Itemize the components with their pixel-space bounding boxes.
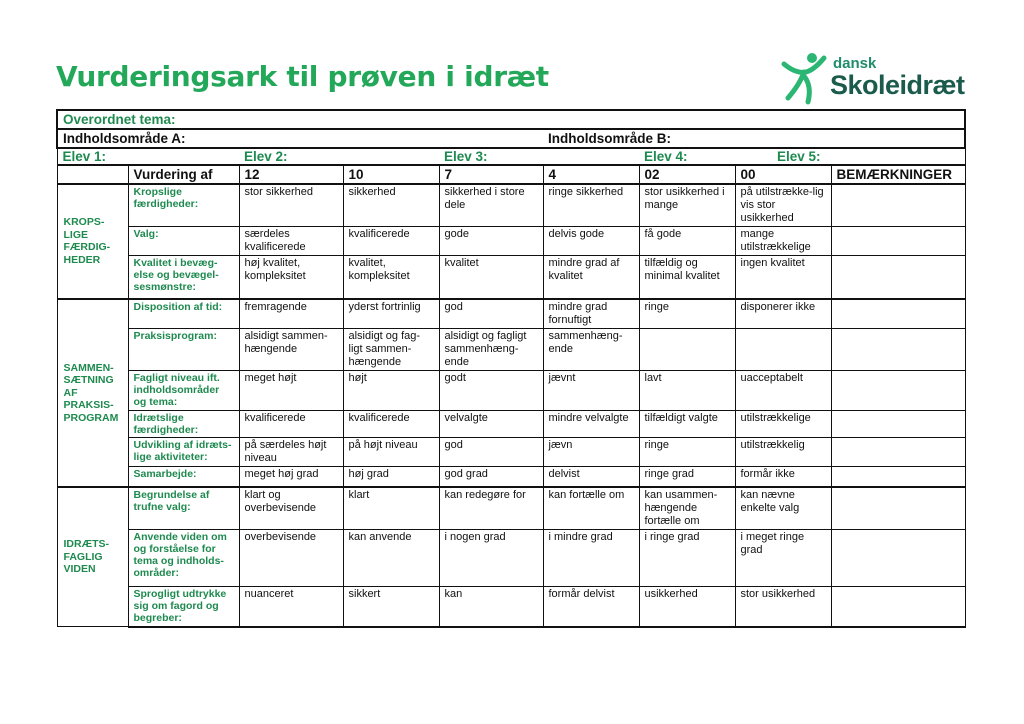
- criterion-label: Kvalitet i bevæg-else og bevægel-sesmønstre:: [128, 256, 239, 299]
- omraade-a-label[interactable]: Indholdsområde A:: [57, 129, 543, 148]
- grade-cell[interactable]: mindre velvalgte: [543, 410, 639, 437]
- table-row: [57, 466, 965, 487]
- omraade-b-label[interactable]: Indholdsområde B:: [543, 129, 965, 148]
- grade-cell[interactable]: kan usammen-hængende fortælle om: [639, 487, 735, 530]
- criterion-label: Samarbejde:: [128, 466, 239, 487]
- grade-header: 4: [543, 165, 639, 184]
- grade-cell[interactable]: alsidigt og fagligt sammenhæng-ende: [439, 328, 543, 370]
- elev-4-label[interactable]: Elev 4:: [639, 148, 735, 165]
- grade-cell[interactable]: kvalitet: [439, 256, 543, 299]
- elev-5-label[interactable]: Elev 5:: [735, 148, 965, 165]
- table-row: [57, 227, 965, 256]
- grade-cell[interactable]: på særdeles højt niveau: [239, 437, 343, 466]
- grade-header: 12: [239, 165, 343, 184]
- elev-3-label[interactable]: Elev 3:: [439, 148, 639, 165]
- remarks-cell[interactable]: [831, 370, 965, 410]
- grade-cell[interactable]: yderst fortrinlig: [343, 299, 439, 329]
- grade-cell[interactable]: ringe sikkerhed: [543, 184, 639, 227]
- grade-cell[interactable]: mange utilstrækkelige: [735, 227, 831, 256]
- criterion-label: Sprogligt udtrykke sig om fagord og begreber:: [128, 587, 239, 627]
- assessment-table: [56, 109, 966, 628]
- grade-header: 10: [343, 165, 439, 184]
- grade-cell[interactable]: velvalgte: [439, 410, 543, 437]
- grade-cell[interactable]: klart og overbevisende: [239, 487, 343, 530]
- elev-row: [57, 148, 965, 165]
- table-row: [57, 328, 965, 370]
- overordnet-row: [57, 110, 965, 129]
- grade-cell[interactable]: fremragende: [239, 299, 343, 329]
- grade-cell[interactable]: uacceptabelt: [735, 370, 831, 410]
- elev-2-label[interactable]: Elev 2:: [239, 148, 439, 165]
- remarks-cell[interactable]: [831, 587, 965, 627]
- grade-cell[interactable]: højt: [343, 370, 439, 410]
- grade-cell[interactable]: [639, 328, 735, 370]
- grade-cell[interactable]: kan anvende: [343, 530, 439, 587]
- grade-header: 02: [639, 165, 735, 184]
- grade-cell[interactable]: overbevisende: [239, 530, 343, 587]
- grade-cell[interactable]: kan fortælle om: [543, 487, 639, 530]
- grade-cell[interactable]: kan: [439, 587, 543, 627]
- table-row: [57, 184, 965, 227]
- remarks-cell[interactable]: [831, 410, 965, 437]
- elev-1-label[interactable]: Elev 1:: [57, 148, 239, 165]
- section-label: IDRÆTS- FAGLIG VIDEN: [57, 487, 128, 627]
- empty-header-cell: [57, 165, 128, 184]
- grade-cell[interactable]: jævnt: [543, 370, 639, 410]
- criterion-label: Udvikling af idræts-lige aktiviteter:: [128, 437, 239, 466]
- grade-cell[interactable]: alsidigt sammen-hængende: [239, 328, 343, 370]
- grade-cell[interactable]: ringe grad: [639, 466, 735, 487]
- grade-cell[interactable]: kvalificerede: [343, 410, 439, 437]
- criterion-label: Anvende viden om og forståelse for tema og indholds-områder:: [128, 530, 239, 587]
- grade-cell[interactable]: [735, 328, 831, 370]
- logo-small-text: dansk: [833, 55, 877, 72]
- grade-cell[interactable]: få gode: [639, 227, 735, 256]
- grade-cell[interactable]: god: [439, 299, 543, 329]
- grade-cell[interactable]: gode: [439, 227, 543, 256]
- grade-cell[interactable]: i meget ringe grad: [735, 530, 831, 587]
- grade-cell[interactable]: delvis gode: [543, 227, 639, 256]
- overordnet-label[interactable]: Overordnet tema:: [57, 110, 965, 129]
- remarks-cell[interactable]: [831, 256, 965, 299]
- grade-cell[interactable]: mindre grad af kvalitet: [543, 256, 639, 299]
- grade-cell[interactable]: sikkerhed: [343, 184, 439, 227]
- person-jump-icon: [778, 50, 830, 106]
- grade-cell[interactable]: kvalificerede: [239, 410, 343, 437]
- table-row: [57, 437, 965, 466]
- grade-cell[interactable]: på utilstrække-lig vis stor usikkerhed: [735, 184, 831, 227]
- remarks-cell[interactable]: [831, 227, 965, 256]
- grade-cell[interactable]: klart: [343, 487, 439, 530]
- table-row: [57, 256, 965, 299]
- grade-cell[interactable]: alsidigt og fag-ligt sammen-hængende: [343, 328, 439, 370]
- vurdering-header: Vurdering af: [128, 165, 239, 184]
- grade-cell[interactable]: stor usikkerhed: [735, 587, 831, 627]
- table-row: [57, 370, 965, 410]
- grade-cell[interactable]: delvist: [543, 466, 639, 487]
- remarks-cell[interactable]: [831, 437, 965, 466]
- grade-cell[interactable]: stor sikkerhed: [239, 184, 343, 227]
- grade-cell[interactable]: i nogen grad: [439, 530, 543, 587]
- grade-cell[interactable]: i ringe grad: [639, 530, 735, 587]
- table-row: [57, 410, 965, 437]
- column-header-row: [57, 165, 965, 184]
- grade-cell[interactable]: tilfældig og minimal kvalitet: [639, 256, 735, 299]
- grade-cell[interactable]: utilstrækkelig: [735, 437, 831, 466]
- grade-cell[interactable]: lavt: [639, 370, 735, 410]
- section-label: KROPS- LIGE FÆRDIG- HEDER: [57, 184, 128, 299]
- remarks-cell[interactable]: [831, 466, 965, 487]
- grade-cell[interactable]: særdeles kvalificerede: [239, 227, 343, 256]
- grade-cell[interactable]: formår delvist: [543, 587, 639, 627]
- grade-cell[interactable]: kan redegøre for: [439, 487, 543, 530]
- criterion-label: Idrætslige færdigheder:: [128, 410, 239, 437]
- section-label: SAMMEN- SÆTNING AF PRAKSIS- PROGRAM: [57, 299, 128, 488]
- grade-cell[interactable]: meget høj grad: [239, 466, 343, 487]
- grade-cell[interactable]: god grad: [439, 466, 543, 487]
- criterion-label: Fagligt niveau ift. indholdsområder og tema:: [128, 370, 239, 410]
- grade-cell[interactable]: ingen kvalitet: [735, 256, 831, 299]
- page-title: Vurderingsark til prøven i idræt: [56, 60, 549, 93]
- remarks-cell[interactable]: [831, 299, 965, 329]
- remarks-cell[interactable]: [831, 328, 965, 370]
- criterion-label: Valg:: [128, 227, 239, 256]
- grade-cell[interactable]: høj grad: [343, 466, 439, 487]
- grade-cell[interactable]: kvalitet, kompleksitet: [343, 256, 439, 299]
- grade-cell[interactable]: i mindre grad: [543, 530, 639, 587]
- grade-cell[interactable]: usikkerhed: [639, 587, 735, 627]
- grade-cell[interactable]: meget højt: [239, 370, 343, 410]
- grade-cell[interactable]: høj kvalitet, kompleksitet: [239, 256, 343, 299]
- grade-cell[interactable]: stor usikkerhed i mange: [639, 184, 735, 227]
- remarks-cell[interactable]: [831, 530, 965, 587]
- table-row: [57, 299, 965, 329]
- grade-cell[interactable]: sammenhæng-ende: [543, 328, 639, 370]
- grade-cell[interactable]: mindre grad fornuftigt: [543, 299, 639, 329]
- grade-cell[interactable]: disponerer ikke: [735, 299, 831, 329]
- grade-cell[interactable]: formår ikke: [735, 466, 831, 487]
- grade-cell[interactable]: på højt niveau: [343, 437, 439, 466]
- grade-header: 7: [439, 165, 543, 184]
- grade-cell[interactable]: jævn: [543, 437, 639, 466]
- criterion-label: Begrundelse af trufne valg:: [128, 487, 239, 530]
- remarks-header: BEMÆRKNINGER: [831, 165, 965, 184]
- grade-cell[interactable]: sikkerhed i store dele: [439, 184, 543, 227]
- grade-cell[interactable]: kvalificerede: [343, 227, 439, 256]
- grade-cell[interactable]: god: [439, 437, 543, 466]
- remarks-cell[interactable]: [831, 487, 965, 530]
- criterion-label: Disposition af tid:: [128, 299, 239, 329]
- table-row: [57, 530, 965, 587]
- grade-header: 00: [735, 165, 831, 184]
- grade-cell[interactable]: nuanceret: [239, 587, 343, 627]
- grade-cell[interactable]: tilfældigt valgte: [639, 410, 735, 437]
- criterion-label: Kropslige færdigheder:: [128, 184, 239, 227]
- remarks-cell[interactable]: [831, 184, 965, 227]
- grade-cell[interactable]: ringe: [639, 299, 735, 329]
- omraade-row: [57, 129, 965, 148]
- grade-cell[interactable]: utilstrækkelige: [735, 410, 831, 437]
- table-row: [57, 487, 965, 530]
- grade-cell[interactable]: ringe: [639, 437, 735, 466]
- grade-cell[interactable]: godt: [439, 370, 543, 410]
- logo-big-text: Skoleidræt: [830, 70, 965, 100]
- table-row: [57, 587, 965, 627]
- grade-cell[interactable]: kan nævne enkelte valg: [735, 487, 831, 530]
- grade-cell[interactable]: sikkert: [343, 587, 439, 627]
- criterion-label: Praksisprogram:: [128, 328, 239, 370]
